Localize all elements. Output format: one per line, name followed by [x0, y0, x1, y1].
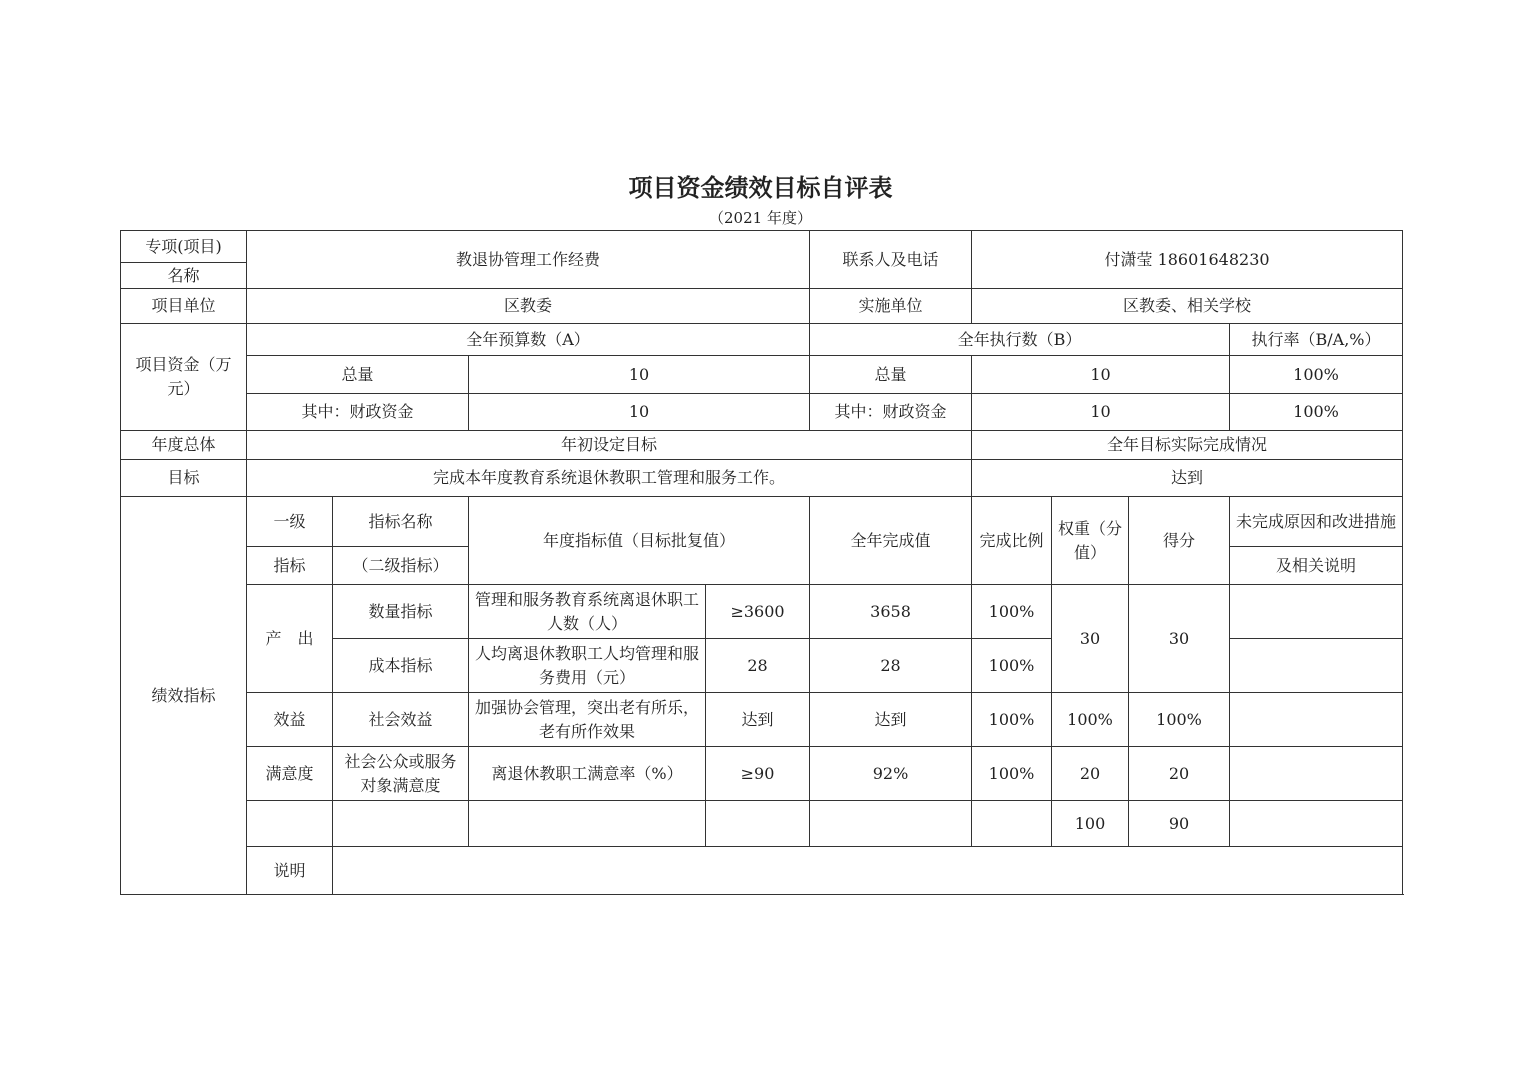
perf-h-name-a: 指标名称 [333, 497, 469, 547]
perf-h-reason-a: 未完成原因和改进措施 [1230, 497, 1403, 547]
project-name-value: 教退协管理工作经费 [247, 231, 810, 289]
perf-ratio: 100% [972, 693, 1052, 747]
perf-level2: 数量指标 [333, 585, 469, 639]
fiscal-rate-value: 100% [1230, 394, 1403, 431]
perf-done: 28 [810, 639, 972, 693]
fiscal-exec-label: 其中：财政资金 [810, 394, 972, 431]
total-score: 90 [1129, 801, 1230, 847]
project-name-label-line1: 专项(项目) [121, 231, 247, 263]
perf-ratio: 100% [972, 639, 1052, 693]
perf-weight: 100% [1052, 693, 1129, 747]
total-budget-label: 总量 [247, 356, 469, 394]
perf-reason [1230, 585, 1403, 639]
perf-h-level1-a: 一级 [247, 497, 333, 547]
goal-actual-value: 达到 [972, 460, 1403, 497]
perf-h-done: 全年完成值 [810, 497, 972, 585]
total-exec-value: 10 [972, 356, 1230, 394]
perf-ratio: 100% [972, 585, 1052, 639]
funds-label: 项目资金（万元） [121, 324, 247, 431]
perf-reason [1230, 693, 1403, 747]
note-label: 说明 [247, 847, 333, 895]
total-exec-label: 总量 [810, 356, 972, 394]
fiscal-budget-label: 其中：财政资金 [247, 394, 469, 431]
perf-h-score: 得分 [1129, 497, 1230, 585]
page-title: 项目资金绩效目标自评表 [628, 174, 893, 202]
perf-level2: 成本指标 [333, 639, 469, 693]
perf-target: ≥90 [706, 747, 810, 801]
perf-output-weight: 30 [1052, 585, 1129, 693]
goal-label-line2: 目标 [121, 460, 247, 497]
perf-level1: 满意度 [247, 747, 333, 801]
perf-desc: 管理和服务教育系统离退休职工人数（人） [469, 585, 706, 639]
table-row [121, 747, 1403, 801]
fiscal-exec-value: 10 [972, 394, 1230, 431]
table-row [121, 585, 1403, 639]
perf-output-label: 产 出 [247, 585, 333, 693]
project-unit-value: 区教委 [247, 289, 810, 324]
perf-h-level1-b: 指标 [247, 547, 333, 585]
table-row [121, 693, 1403, 747]
perf-label: 绩效指标 [121, 497, 247, 895]
perf-level2: 社会公众或服务对象满意度 [333, 747, 469, 801]
rate-header: 执行率（B/A,%） [1230, 324, 1403, 356]
perf-h-reason-b: 及相关说明 [1230, 547, 1403, 585]
perf-level2: 社会效益 [333, 693, 469, 747]
note-value [333, 847, 1403, 895]
perf-level1: 效益 [247, 693, 333, 747]
project-name-label-line2: 名称 [121, 263, 247, 289]
contact-value: 付潇莹 18601648230 [972, 231, 1403, 289]
perf-target: ≥3600 [706, 585, 810, 639]
impl-unit-label: 实施单位 [810, 289, 972, 324]
goal-label-line1: 年度总体 [121, 431, 247, 460]
perf-h-target: 年度指标值（目标批复值） [469, 497, 810, 585]
perf-done: 92% [810, 747, 972, 801]
exec-header: 全年执行数（B） [810, 324, 1230, 356]
page-subtitle: （2021 年度） [709, 209, 812, 227]
fiscal-budget-value: 10 [469, 394, 810, 431]
project-unit-label: 项目单位 [121, 289, 247, 324]
perf-score: 20 [1129, 747, 1230, 801]
perf-target: 达到 [706, 693, 810, 747]
perf-desc: 加强协会管理，突出老有所乐，老有所作效果 [469, 693, 706, 747]
perf-desc: 人均离退休教职工人均管理和服务费用（元） [469, 639, 706, 693]
totals-row [121, 801, 1403, 847]
perf-h-weight: 权重（分值） [1052, 497, 1129, 585]
impl-unit-value: 区教委、相关学校 [972, 289, 1403, 324]
total-weight: 100 [1052, 801, 1129, 847]
goal-set-header: 年初设定目标 [247, 431, 972, 460]
total-budget-value: 10 [469, 356, 810, 394]
evaluation-form-table [120, 230, 1403, 895]
perf-h-name-b: （二级指标） [333, 547, 469, 585]
budget-header: 全年预算数（A） [247, 324, 810, 356]
goal-set-value: 完成本年度教育系统退休教职工管理和服务工作。 [247, 460, 972, 497]
perf-reason [1230, 639, 1403, 693]
perf-desc: 离退休教职工满意率（%） [469, 747, 706, 801]
perf-done: 3658 [810, 585, 972, 639]
perf-ratio: 100% [972, 747, 1052, 801]
perf-done: 达到 [810, 693, 972, 747]
perf-reason [1230, 747, 1403, 801]
perf-output-score: 30 [1129, 585, 1230, 693]
perf-weight: 20 [1052, 747, 1129, 801]
total-rate-value: 100% [1230, 356, 1403, 394]
goal-actual-header: 全年目标实际完成情况 [972, 431, 1403, 460]
contact-label: 联系人及电话 [810, 231, 972, 289]
perf-score: 100% [1129, 693, 1230, 747]
perf-h-ratio: 完成比例 [972, 497, 1052, 585]
perf-target: 28 [706, 639, 810, 693]
